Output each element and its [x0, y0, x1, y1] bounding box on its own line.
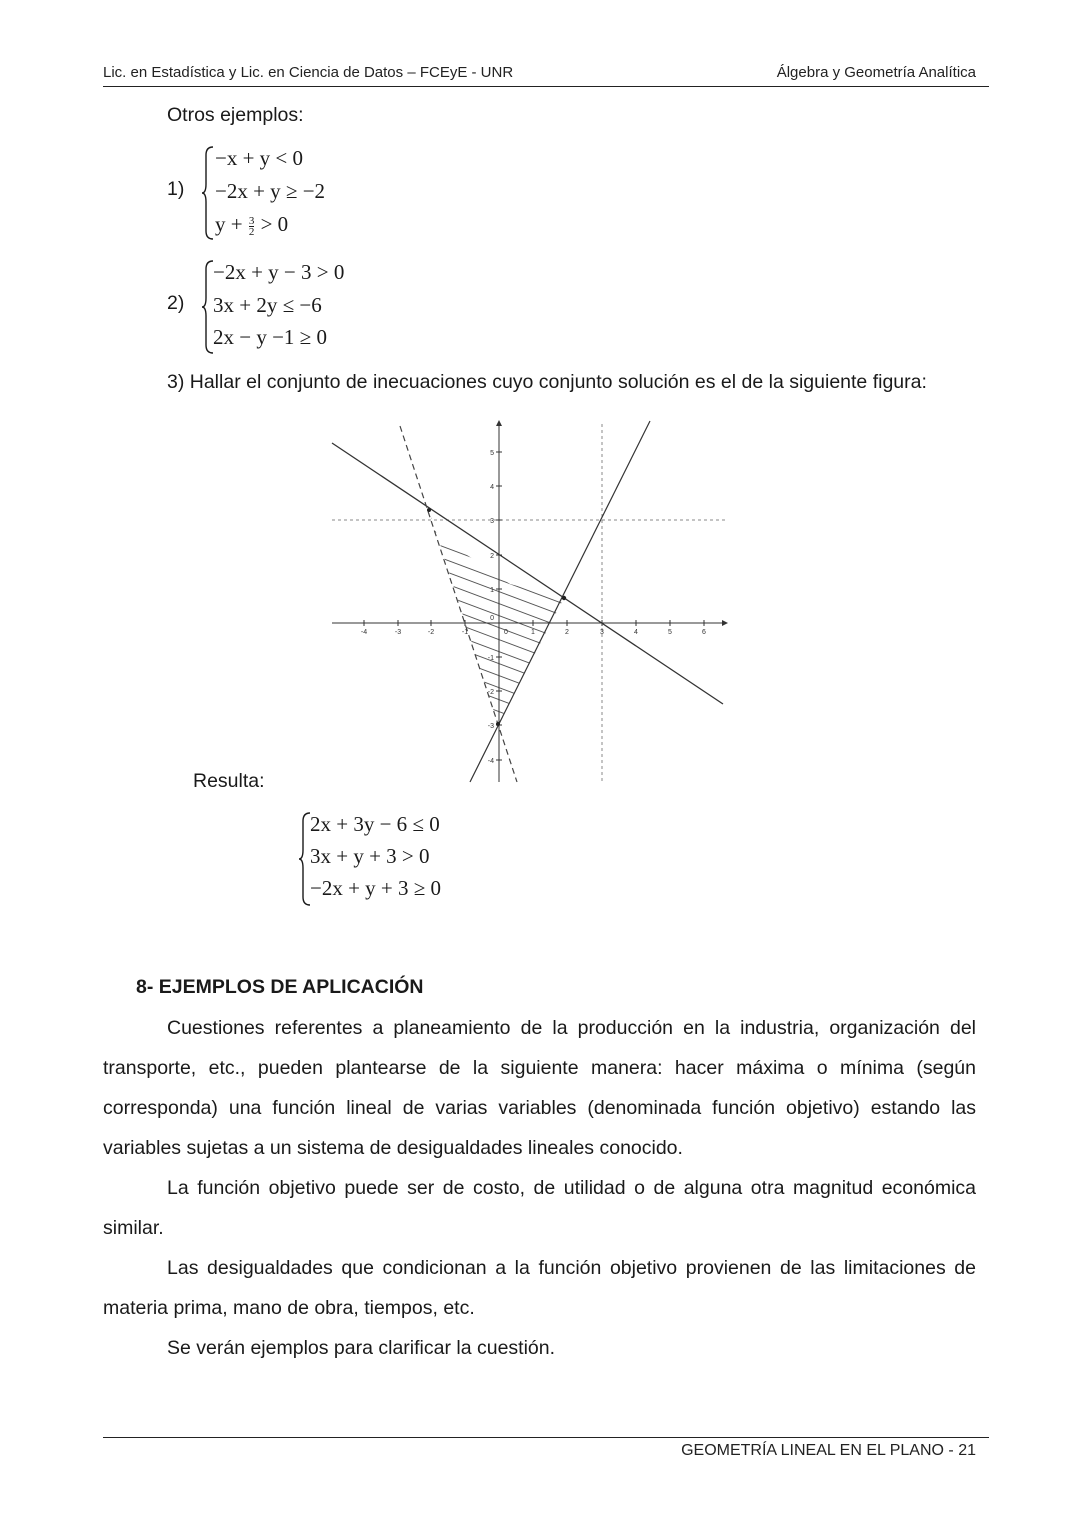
frac-num: 3 [248, 214, 255, 227]
system-1-eq-3: y + $\frac{3}{2}$ > 0 [215, 212, 289, 238]
vertex-point [496, 722, 500, 726]
vertex-point [562, 596, 566, 600]
system-1-label: 1) [167, 178, 185, 200]
paragraph-4 [103, 1328, 976, 1368]
paragraph-3 [103, 1248, 976, 1328]
x-tick-label: 5 [668, 629, 672, 636]
result-eq-1: 2x + 3y − 6 ≤ 0 [310, 812, 440, 836]
x-tick-label: 0 [504, 629, 508, 636]
problem-3-text: 3) Hallar el conjunto de inecuaciones cuyo conjunto solución es el de la siguiente figura: [167, 371, 927, 393]
system-2-eq-3: 2x − y −1 ≥ 0 [213, 325, 327, 349]
system-1-eq-1: −x + y < 0 [215, 146, 304, 170]
x-tick-label: -3 [394, 629, 402, 636]
vertex-point [427, 508, 431, 512]
paragraph-line: Se verán ejemplos para clarificar la cuestión. [167, 1337, 556, 1359]
y-tick-label: 0 [490, 615, 494, 622]
system-2-label: 2) [167, 292, 185, 314]
y-tick-label: -3 [487, 723, 494, 730]
x-tick-label: -2 [427, 629, 435, 636]
paragraph-line: materia prima, mano de obra, tiempos, etc. [103, 1297, 475, 1319]
y-tick-label: -2 [487, 689, 494, 696]
solution-region-figure [320, 416, 740, 790]
paragraph-1 [103, 1008, 976, 1168]
y-tick-label: 3 [490, 518, 494, 525]
result-eq-2: 3x + y + 3 > 0 [310, 844, 430, 868]
paragraph-line: Las desigualdades que condicionan a la función objetivo provienen de las limitaciones de [167, 1257, 976, 1279]
line-2x-3y-6 [332, 443, 723, 704]
y-tick-label: 5 [490, 450, 494, 457]
line-minus2x-y-3 [470, 421, 650, 782]
x-tick-label: 3 [600, 629, 604, 636]
result-eq-3: −2x + y + 3 ≥ 0 [310, 876, 442, 900]
system-2-eq-2: 3x + 2y ≤ −6 [213, 293, 322, 317]
y-tick-label: -1 [487, 655, 494, 662]
system-1-brace [201, 146, 215, 240]
x-tick-label: 4 [634, 629, 638, 636]
y-tick-label: -4 [487, 758, 494, 765]
paragraph-line: variables sujetas a un sistema de desigualdades lineales conocido. [103, 1137, 683, 1159]
frac-den: 2 [248, 225, 255, 238]
footer-rule [103, 1437, 989, 1438]
intro-text: Otros ejemplos: [167, 104, 304, 126]
y-tick-label: 1 [490, 587, 494, 594]
x-tick-label: 6 [702, 629, 706, 636]
header-left: Lic. en Estadística y Lic. en Ciencia de Datos – FCEyE - UNR [103, 64, 514, 81]
x-tick-label: -4 [360, 629, 368, 636]
result-label: Resulta: [193, 770, 265, 792]
system-2-eq-1: −2x + y − 3 > 0 [213, 260, 345, 284]
x-tick-label: 1 [531, 629, 535, 636]
x-tick-label: 2 [565, 629, 569, 636]
header-right: Álgebra y Geometría Analítica [776, 64, 976, 81]
system-1-eq-2: −2x + y ≥ −2 [215, 179, 326, 203]
section-heading: 8- EJEMPLOS DE APLICACIÓN [136, 976, 424, 998]
footer-page-label: GEOMETRÍA LINEAL EN EL PLANO - 21 [681, 1442, 976, 1459]
y-tick-label: 4 [490, 484, 494, 491]
x-tick-label: -1 [461, 629, 469, 636]
paragraph-line: similar. [103, 1217, 164, 1239]
y-tick-label: 2 [490, 553, 494, 560]
header-rule [103, 86, 989, 87]
paragraph-2 [103, 1168, 976, 1248]
paragraph-line: La función objetivo puede ser de costo, de utilidad o de alguna otra magnitud económica [167, 1177, 976, 1199]
paragraph-line: corresponda) una función lineal de varias variables (denominada función objetivo) estando las [103, 1097, 976, 1119]
paragraph-line: Cuestiones referentes a planeamiento de la producción en la industria, organización del [167, 1017, 976, 1039]
paragraph-line: transporte, etc., pueden plantearse de la siguiente manera: hacer máxima o mínima (según [103, 1057, 976, 1079]
region-hatching [380, 451, 620, 757]
